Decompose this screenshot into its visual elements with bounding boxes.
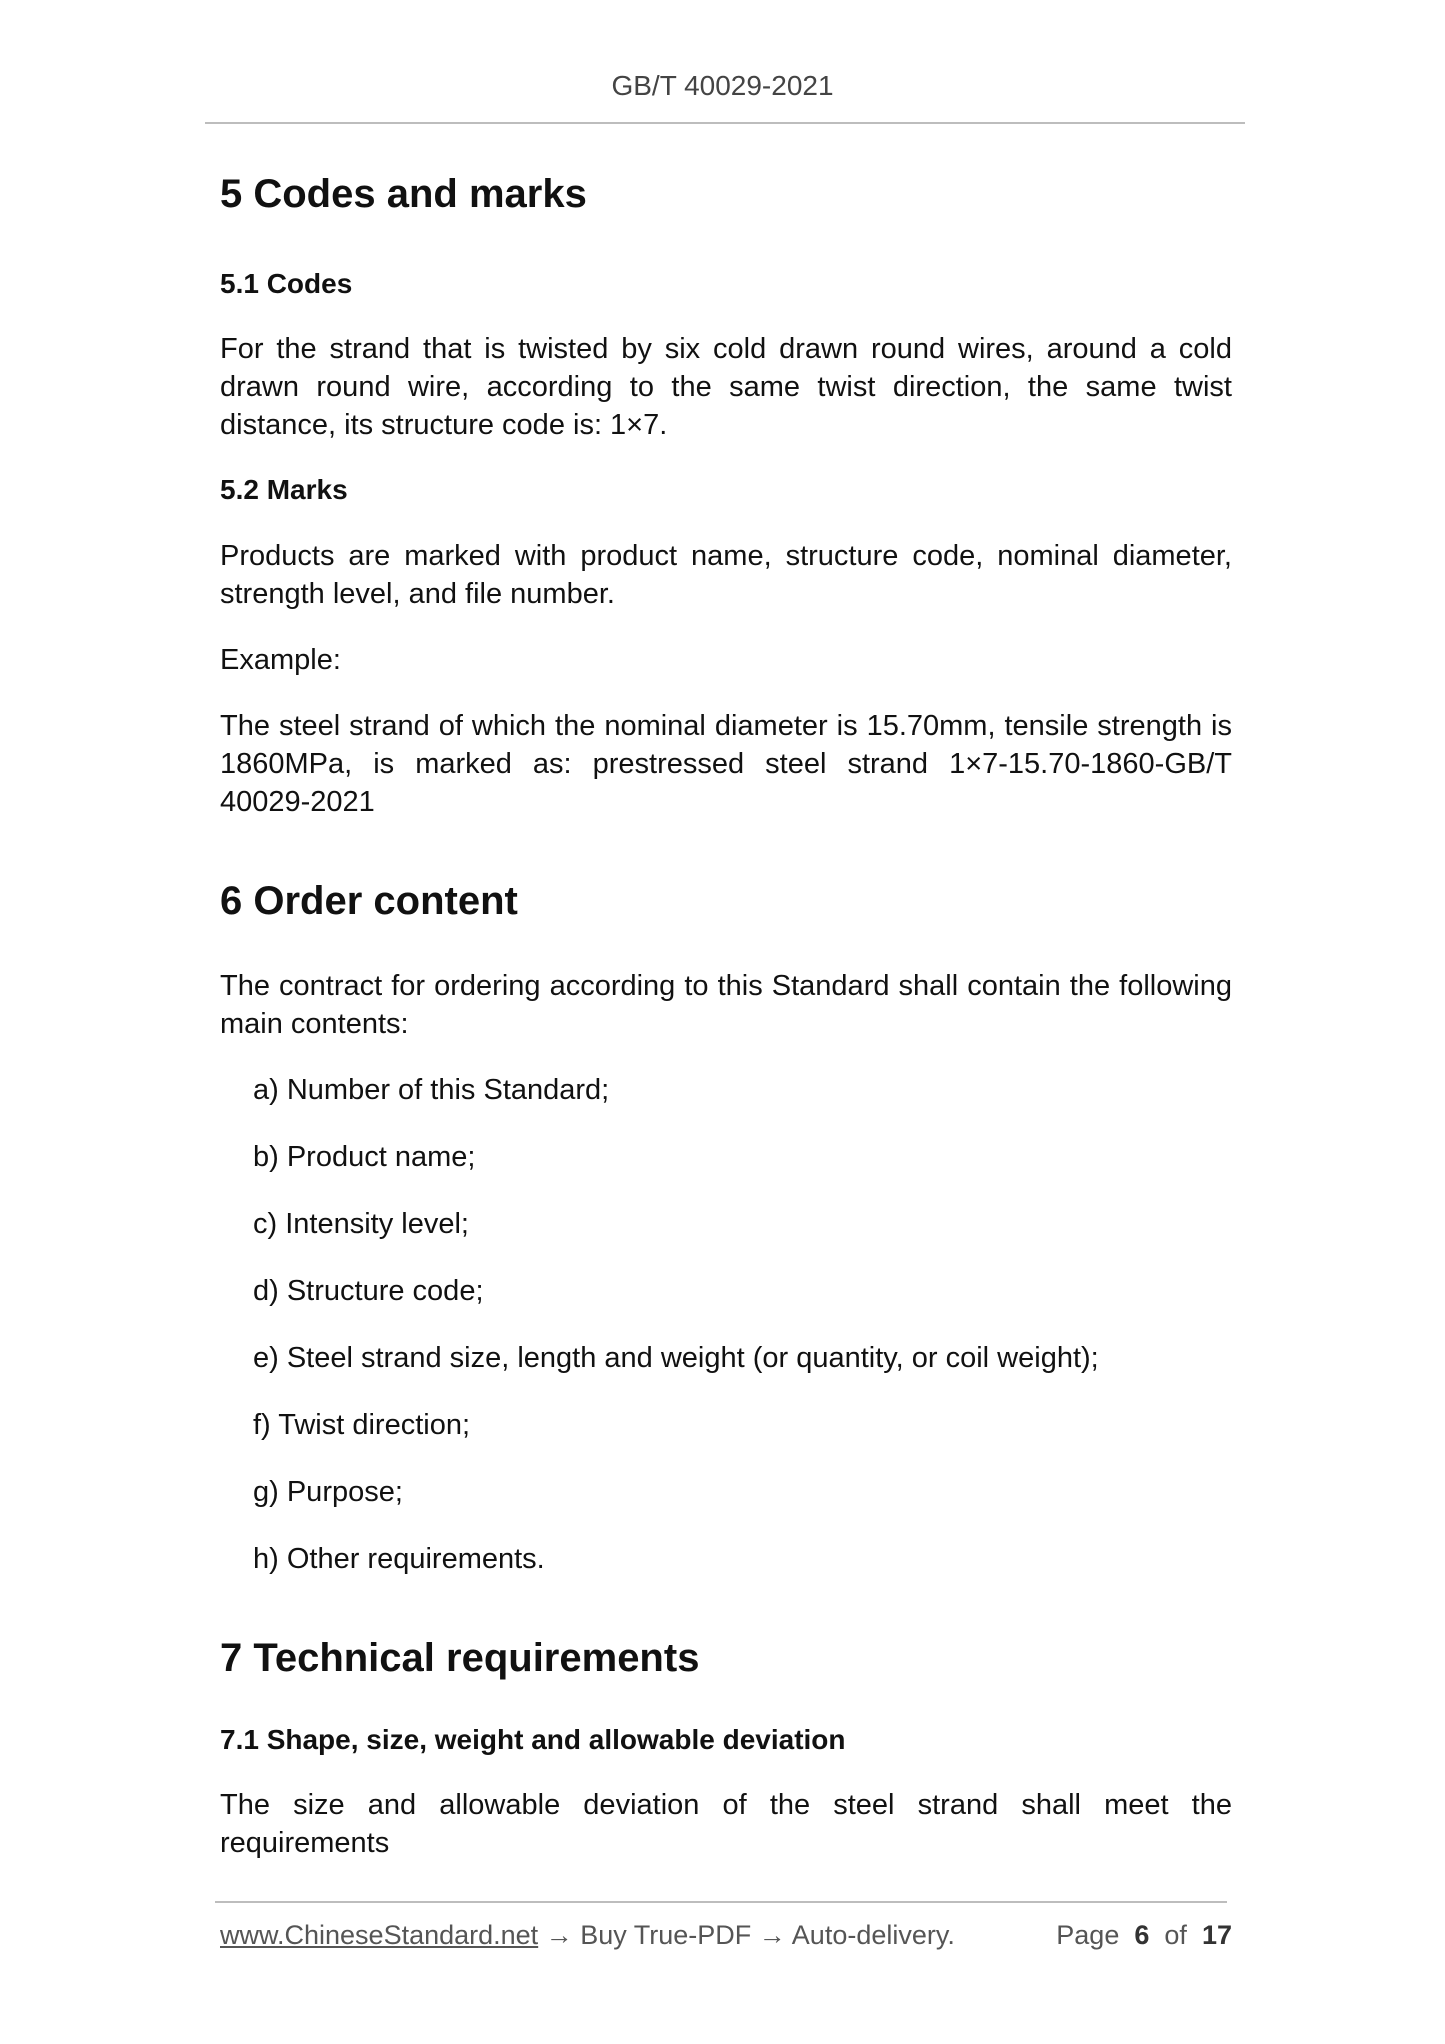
- website-link[interactable]: www.ChineseStandard.net: [220, 1920, 539, 1950]
- delivery-text: Auto-delivery.: [791, 1920, 955, 1950]
- page-footer: [220, 1920, 1232, 1951]
- section-5-1-text: For the strand that is twisted by six cold drawn round wires, around a cold drawn round wire, according to the same twist direction, the same twist distance, its structure code is: 1×7.: [220, 333, 1232, 442]
- section-7-1-text: The size and allowable deviation of the steel strand shall meet the requirements: [220, 1789, 1232, 1860]
- page-current: 6: [1134, 1920, 1150, 1950]
- list-item: c) Intensity level;: [253, 1207, 469, 1240]
- list-item: g) Purpose;: [253, 1475, 403, 1508]
- page-total: 17: [1201, 1920, 1232, 1950]
- example-text: The steel strand of which the nominal diameter is 15.70mm, tensile strength is 1860MPa, is marked as: prestressed steel strand 1×7-15.70-1860-GB/T 40029-2021: [220, 709, 1232, 818]
- page-of-label: of: [1164, 1920, 1187, 1950]
- section-6-intro: The contract for ordering according to this Standard shall contain the following main contents:: [220, 969, 1232, 1040]
- arrow-icon: →: [545, 1920, 573, 1950]
- page-content: [220, 160, 1232, 1862]
- header-divider: [205, 122, 1245, 124]
- section-5-2-title: 5.2 Marks: [220, 474, 348, 506]
- buy-text: Buy True-PDF: [580, 1920, 752, 1950]
- list-item: b) Product name;: [253, 1140, 476, 1173]
- footer-divider: [215, 1901, 1227, 1903]
- section-6-title: 6 Order content: [220, 878, 518, 923]
- section-7-title: 7 Technical requirements: [220, 1635, 700, 1680]
- page-indicator: [1056, 1920, 1232, 1951]
- section-5-1-title: 5.1 Codes: [220, 268, 353, 299]
- document-number: GB/T 40029-2021: [611, 70, 834, 101]
- list-item: d) Structure code;: [253, 1274, 484, 1307]
- list-item: e) Steel strand size, length and weight (or quantity, or coil weight);: [253, 1341, 1099, 1374]
- example-label: Example:: [220, 643, 341, 676]
- list-item: h) Other requirements.: [253, 1542, 545, 1575]
- section-5-2-text: Products are marked with product name, structure code, nominal diameter, strength level, and file number.: [220, 539, 1232, 610]
- section-7-1-title: 7.1 Shape, size, weight and allowable deviation: [220, 1723, 846, 1755]
- page-label: Page: [1056, 1920, 1120, 1950]
- order-content-list: [220, 1071, 1232, 1578]
- list-item: a) Number of this Standard;: [253, 1073, 610, 1106]
- section-5-title: 5 Codes and marks: [220, 172, 587, 216]
- arrow-icon: →: [758, 1920, 786, 1950]
- list-item: f) Twist direction;: [253, 1408, 471, 1441]
- page-header: [0, 70, 1445, 102]
